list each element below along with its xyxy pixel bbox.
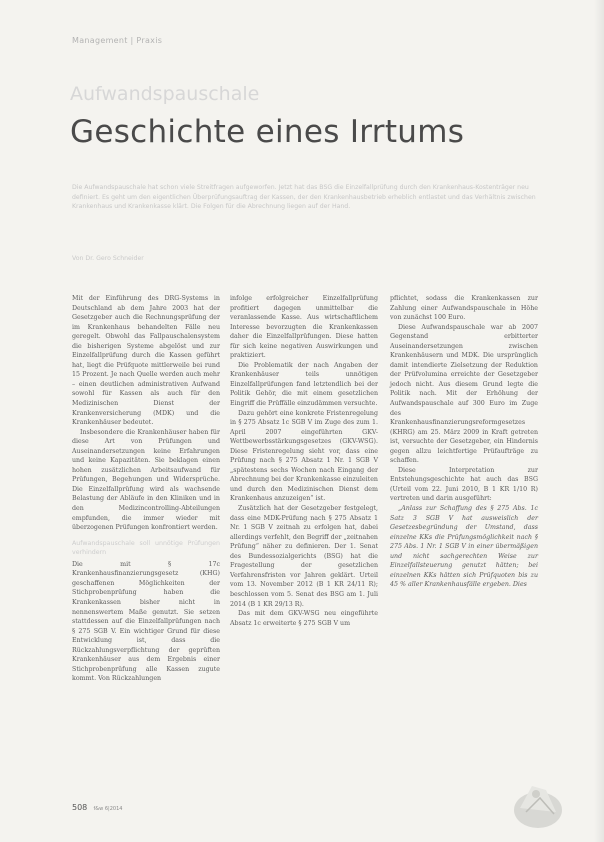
section-kicker: Management | Praxis [72,36,163,45]
text-column-2 [230,294,378,628]
article-teaser: Die Aufwandspauschale hat schon viele Streitfragen aufgeworfen. Jetzt hat das BSG die Einzelfallprüfung durch den Krankenhaus-Kostenträger neu definiert. Es geht um den eigentlichen Überprüfungsauftrag der Kassen, der den Krankenhausbetrieb erheblich entlastet und das Verhältnis zwischen Krankenhaus und Krankenkasse klärt. Die Folgen für die Abrechnung liegen auf der Hand. [72,184,536,211]
paragraph: Die Problematik der nach Angaben der Krankenhäuser teils unnötigen Einzelfallprüfungen fand letztendlich bei der Politik Gehör, die mit einem gesetzlichen Eingriff die Prüffälle einzudämmen versuchte. [230,361,378,408]
article-author: Von Dr. Gero Schneider [72,255,144,262]
page-number: 508 [72,803,88,812]
paragraph: Diese Aufwandspauschale war ab 2007 Gegenstand erbitterter Auseinandersetzungen zwischen Krankenhäusern und MDK. Die ursprünglich damit intendierte Zielsetzung der Reduktion der Prüfvolumina erreichte der Gesetzgeber jedoch nicht. Aus diesem Grund legte die Politik nach. Mit der Erhöhung der Aufwandspauschale auf 300 Euro im Zuge des Krankenhausfinanzierungsreformgesetzes (KHRG) am 25. März 2009 in Kraft getreten ist, versuchte der Gesetzgeber, ein Hindernis gegen allzu leichtfertige Prüfaufträge zu schaffen. [390,323,538,465]
page-fold-shadow [594,0,604,842]
paragraph: Dazu gehört eine konkrete Fristenregelung in § 275 Absatz 1c SGB V im Zuge des zum 1. April 2007 eingeführten GKV-Wettbewerbsstärkungsgesetzes (GKV-WSG). Diese Fristenregelung sieht vor, dass eine Prüfung nach § 275 Absatz 1 Nr. 1 SGB V „spätestens sechs Wochen nach Eingang der Abrechnung bei der Krankenkasse einzuleiten und durch den Medizinischen Dienst dem Krankenhaus anzuzeigen“ ist. [230,409,378,503]
paragraph: infolge erfolgreicher Einzelfallprüfung profitiert dagegen unmittelbar die veranlassende Kasse. Aus wirtschaftlichem Interesse bevorzugten die Krankenkassen daher die Einzelfallprüfungen. Diese hatten für sich keine negativen Auswirkungen und praktiziert. [230,295,378,360]
paragraph: Zusätzlich hat der Gesetzgeber festgelegt, dass eine MDK-Prüfung nach § 275 Absatz 1 Nr. 1 SGB V zeitnah zu erfolgen hat, dabei allerdings verfehlt, den Begriff der „zeitnahen Prüfung“ näher zu definieren. Der 1. Senat des Bundessozialgerichts (BSG) hat die Fragestellung der gesetzlichen Verfahrensfristen vor Jahren geklärt. Urteil vom 13. November 2012 (B 1 KR 24/11 R); beschlossen vom 5. Senat des BSG am 1. Juli 2014 (B 1 KR 29/13 R). [230,505,378,608]
paragraph: Die mit § 17c Krankenhausfinanzierungsgesetz (KHG) geschaffenen Möglichkeiten der Stichprobenprüfung haben die Krankenkassen bisher nicht in nennenswertem Maße genutzt. Sie setzen stattdessen auf die Einzelfallprüfungen nach § 275 SGB V. Ein wichtiger Grund für diese Entwicklung ist, dass die Rückzahlungsverpflichtung der geprüften Krankenhäuser aus dem Ergebnis einer Stichprobenprüfung alle Kassen zugute kommt. Von Rückzahlungen [72,560,220,683]
paragraph: Das mit dem GKV-WSG neu eingeführte Absatz 1c erweiterte § 275 SGB V um [230,610,378,627]
decorative-graphic [506,768,566,832]
article-title: Geschichte eines Irrtums [70,114,465,150]
block-quote: „Anlass zur Schaffung des § 275 Abs. 1c Satz 3 SGB V hat ausweislich der Gesetzesbegründung der Umstand, dass einzelne KKs die Prüfungsmöglichkeit nach § 275 Abs. 1 Nr. 1 SGB V in einer übermäßigen und nicht sachgerechten Weise zur Einzelfallsteuerung genutzt hätten; bei einzelnen KKs hätten sich Prüfquoten bis zu 45 % aller Krankenhausfälle ergeben. Dies [390,505,538,589]
paragraph: Mit der Einführung des DRG-Systems in Deutschland ab dem Jahre 2003 hat der Gesetzgeber auch die Rechnungsprüfung der im Krankenhaus behandelten Fälle neu geregelt. Obwohl das Fallpauschalensystem die bisherigen Systeme abgelöst und zur Einzelfallprüfung durch die Kassen geführt hat, liegt die Prüfquote mittlerweile bei rund 15 Prozent. Je nach Quelle werden auch mehr – einen deutlichen administrativen Aufwand sowohl für Kassen als auch für den Medizinischen Dienst der Krankenversicherung (MDK) und die Krankenhäuser bedeutet. [72,295,220,427]
paragraph: Insbesondere die Krankenhäuser haben für diese Art von Prüfungen und Auseinandersetzungen keine Erfahrungen und keine Kapazitäten. Sie beklagen einen hohen zusätzlichen Arbeitsaufwand für Prüfungen, Begehungen und Widersprüche. Die Einzelfallprüfung wird als wachsende Belastung der Abläufe in den Kliniken und in den Medizincontrolling-Abteilungen empfunden, die immer wieder mit überzogenen Prüfungen konfrontiert werden. [72,428,220,532]
paragraph: Diese Interpretation zur Entstehungsgeschichte hat auch das BSG (Urteil vom 22. Juni 2010, B 1 KR 1/10 R) vertreten und darin ausgeführt: [390,466,538,503]
magazine-name: f&w 6|2014 [93,806,123,812]
text-column-1 [72,294,220,684]
paragraph: pflichtet, sodass die Krankenkassen zur Zahlung einer Aufwandspauschale in Höhe von zunächst 100 Euro. [390,295,538,322]
section-subheading: Aufwandspauschale soll unnötige Prüfungen verhindern [72,539,220,557]
text-column-3 [390,294,538,590]
article-overline: Aufwandspauschale [70,83,260,105]
page-footer [72,803,122,812]
